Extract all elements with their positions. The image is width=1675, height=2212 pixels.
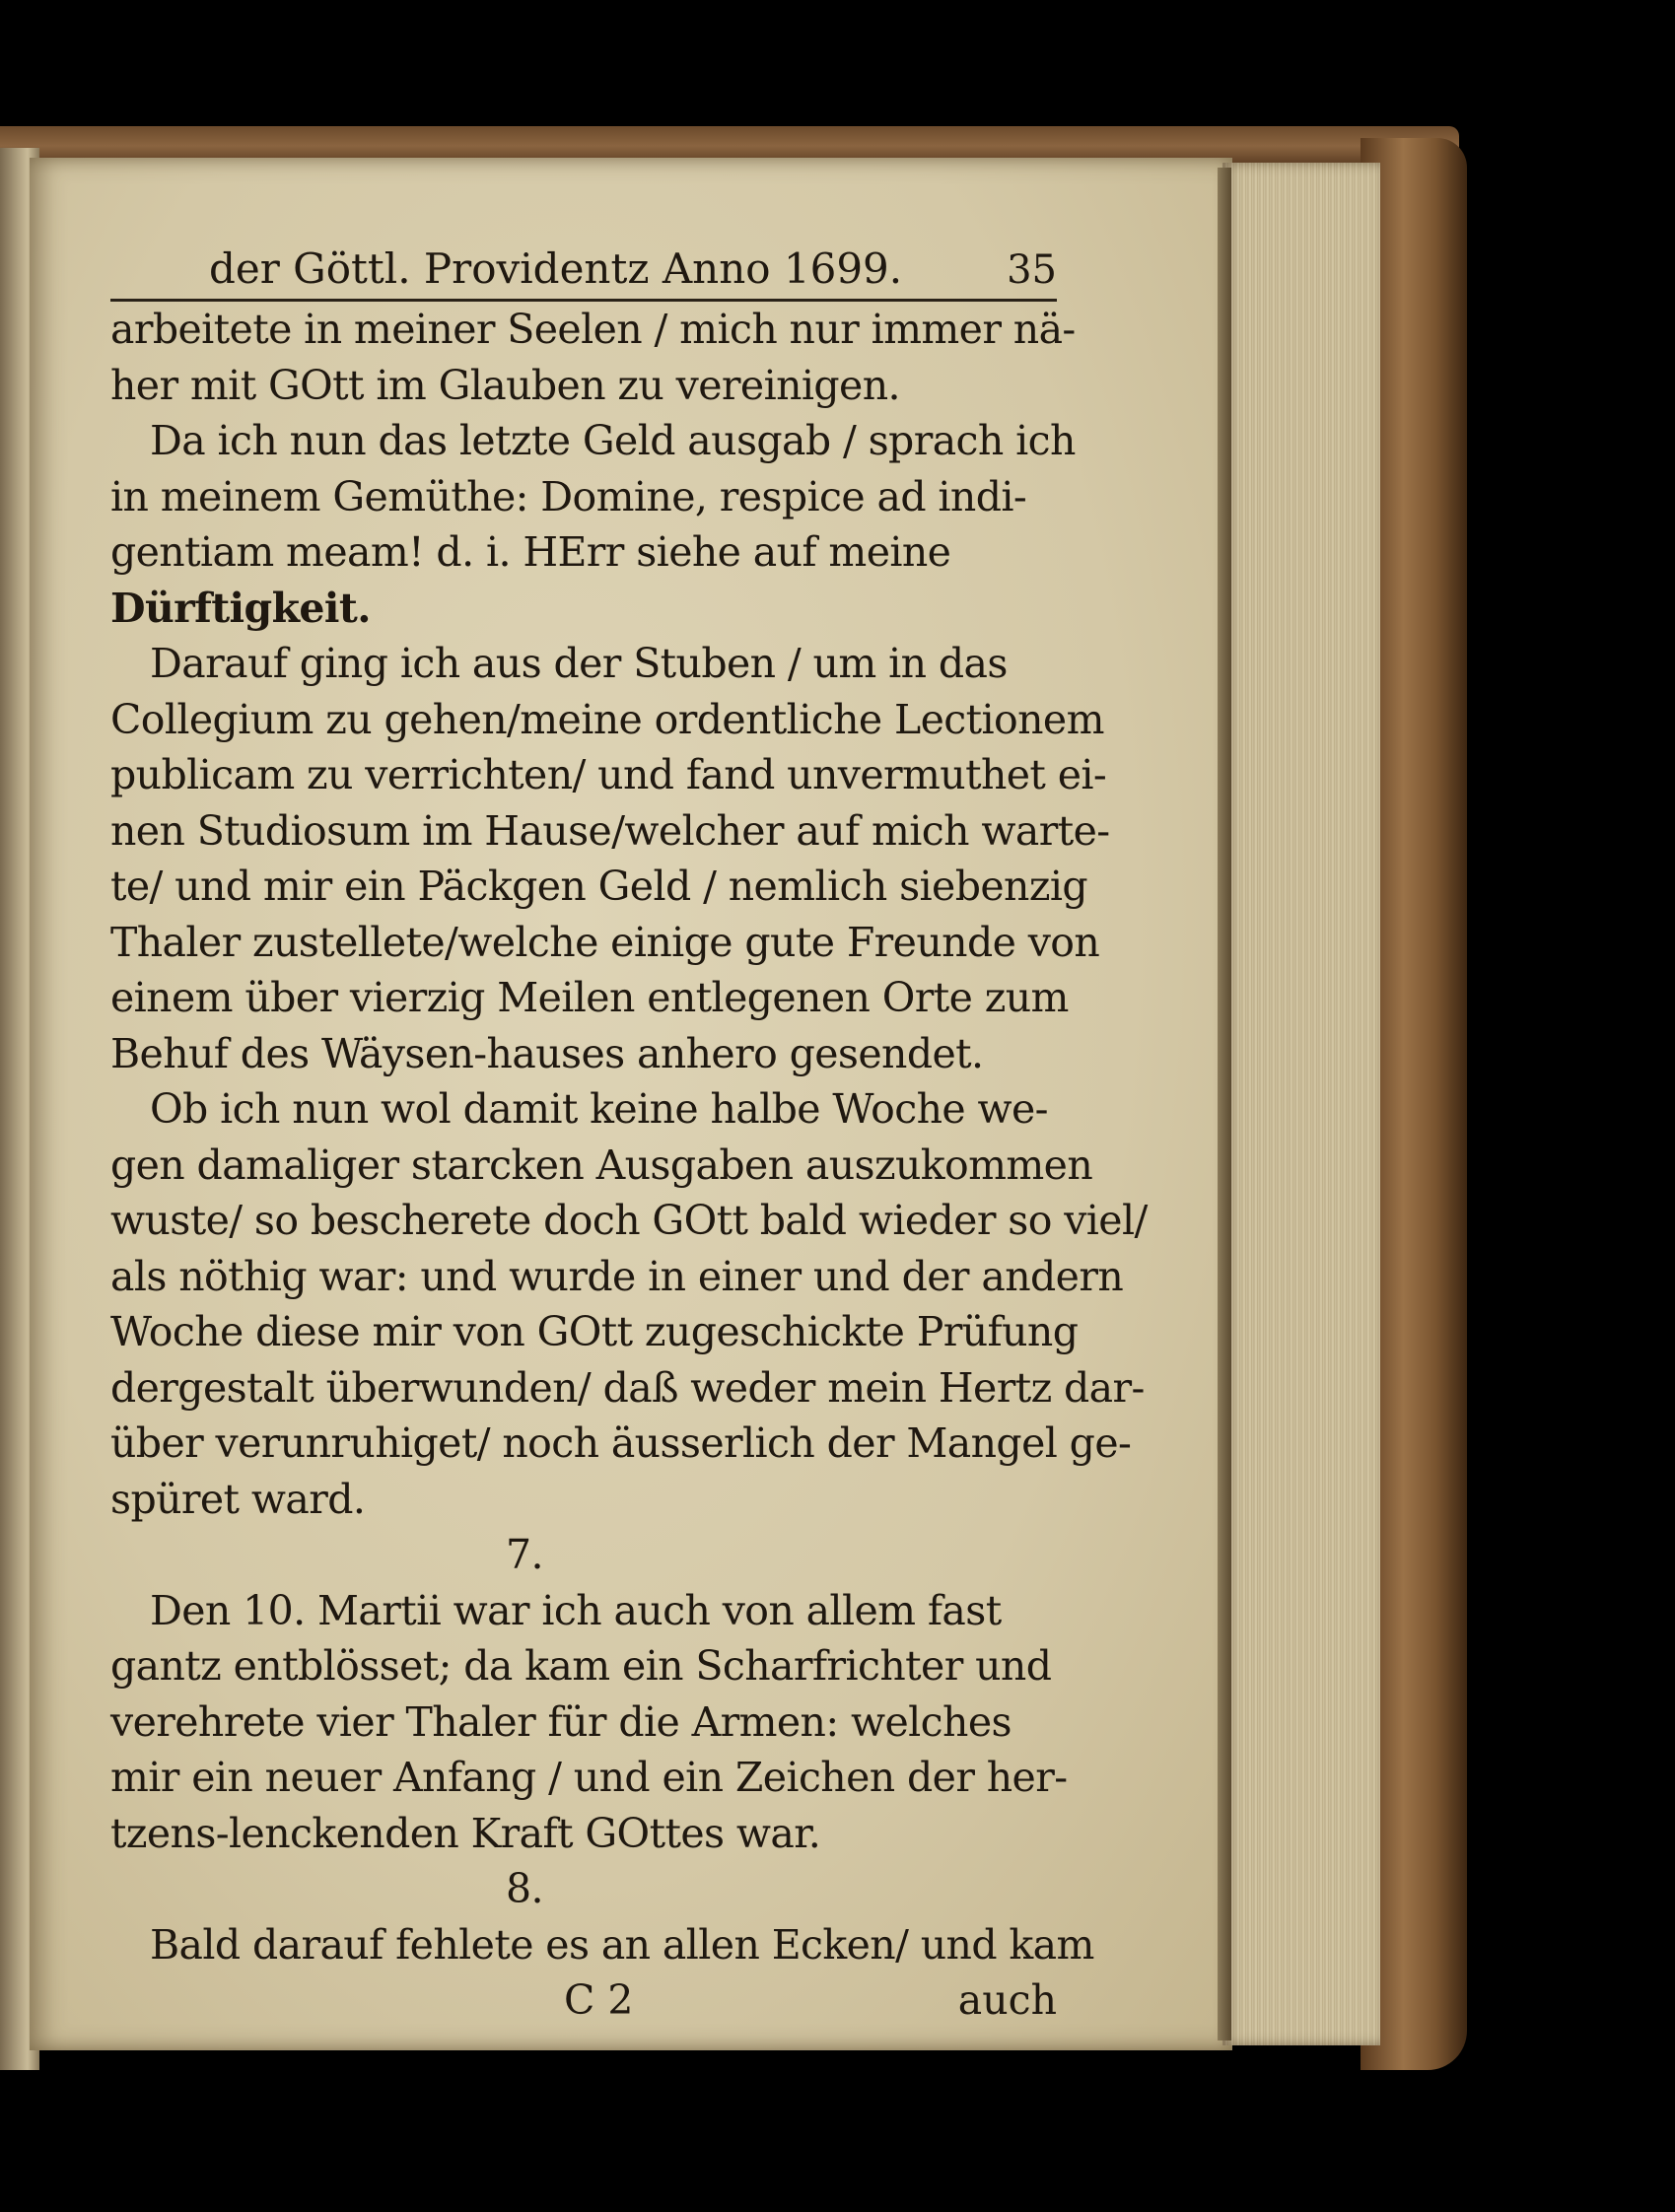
text-line: her mit GOtt im Glauben zu vereinigen. <box>110 361 900 409</box>
page-footer <box>110 1972 1057 2028</box>
text-line: Den 10. Martii war ich auch von allem fast <box>150 1586 1002 1634</box>
page-number: 35 <box>1007 247 1057 293</box>
text-line: Da ich nun das letzte Geld ausgab / sprach ich <box>150 417 1076 464</box>
running-head <box>110 244 1057 302</box>
text-line: Dürftigkeit. <box>110 584 371 632</box>
page-fold-shadow <box>1218 168 1231 2040</box>
running-head-title: der Göttl. Providentz Anno 1699. <box>209 244 903 293</box>
text-line: Darauf ging ich aus der Stuben / um in das <box>150 640 1008 687</box>
text-line: Collegium zu gehen/meine ordentliche Lectionem <box>110 695 1104 743</box>
text-line: gantz entblösset; da kam ein Scharfrichter und <box>110 1642 1052 1690</box>
text-line: spüret ward. <box>110 1475 366 1523</box>
text-block <box>110 244 1148 2028</box>
text-line: wuste/ so bescherete doch GOtt bald wieder so viel/ <box>110 1197 1148 1244</box>
text-line: als nöthig war: und wurde in einer und der andern <box>110 1252 1124 1300</box>
section-number: 7. <box>506 1531 543 1578</box>
text-line: Ob ich nun wol damit keine halbe Woche we- <box>150 1085 1048 1133</box>
text-line: tzens-lenckenden Kraft GOttes war. <box>110 1809 821 1857</box>
text-line: in meinem Gemüthe: Domine, respice ad indi- <box>110 472 1027 520</box>
text-line: gentiam meam! d. i. HErr siehe auf meine <box>110 528 951 576</box>
text-line: Thaler zustellete/welche einige gute Freunde von <box>110 918 1100 966</box>
catchword: auch <box>957 1976 1057 2024</box>
text-line: publicam zu verrichten/ und fand unvermuthet ei- <box>110 751 1107 798</box>
text-line: Bald darauf fehlete es an allen Ecken/ und kam <box>150 1920 1094 1969</box>
section-number: 8. <box>506 1865 543 1912</box>
text-line: über verunruhiget/ noch äusserlich der Mangel ge- <box>110 1419 1132 1467</box>
signature-mark: C 2 <box>564 1976 634 2024</box>
text-line: nen Studiosum im Hause/welcher auf mich warte- <box>110 806 1110 855</box>
text-line: dergestalt überwunden/ daß weder mein Hertz dar- <box>110 1363 1145 1412</box>
text-line: verehrete vier Thaler für die Armen: welches <box>110 1697 1012 1746</box>
page-edges <box>1222 163 1380 2045</box>
text-line: Woche diese mir von GOtt zugeschickte Prüfung <box>110 1308 1079 1355</box>
text-line: gen damaliger starcken Ausgaben auszukommen <box>110 1141 1093 1189</box>
text-line: mir ein neuer Anfang / und ein Zeichen der her- <box>110 1754 1068 1801</box>
text-line: Behuf des Wäysen-hauses anhero gesendet. <box>110 1029 984 1077</box>
text-line: arbeitete in meiner Seelen / mich nur immer nä- <box>110 306 1076 353</box>
text-line: einem über vierzig Meilen entlegenen Orte zum <box>110 974 1069 1021</box>
text-line: te/ und mir ein Päckgen Geld / nemlich siebenzig <box>110 863 1087 910</box>
